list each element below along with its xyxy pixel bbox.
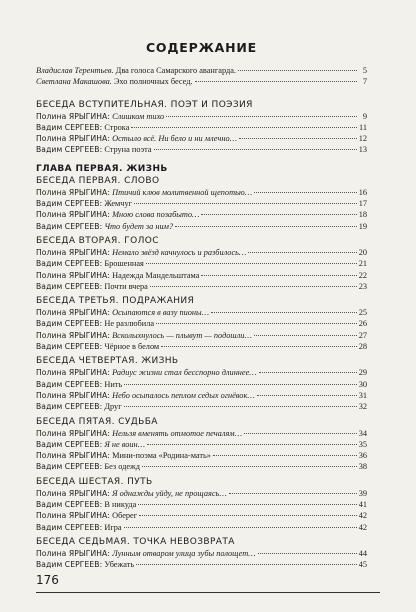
entry-title: Нельзя вменять отмотое печалям… [112,428,242,438]
dot-leader [139,515,357,516]
entry-page-number: 13 [358,145,367,155]
entry-title: Я однажды уйду, не прощаясь… [112,488,227,498]
dot-leader [259,372,357,373]
entry-title: Слишком тихо [112,111,165,121]
toc-entry [36,488,367,499]
toc-entry [36,307,367,318]
chapter-title: ГЛАВА ПЕРВАЯ. ЖИЗНЬ [36,163,168,174]
dot-leader [258,553,357,554]
toc-entry [36,499,367,510]
entry-author: Вадим СЕРГЕЕВ: [36,342,103,352]
entry-title: Убежать [104,560,135,570]
dot-leader [239,138,357,139]
entry-author: Вадим СЕРГЕЕВ: [36,379,103,389]
toc-entry [36,341,367,352]
entry-title: Всколыхнулось — плывут — подошли… [112,330,252,340]
entry-title: Что будет за ним? [104,221,174,231]
toc-entry [36,522,367,533]
dot-leader [213,455,357,456]
entry-author: Полина ЯРЫГИНА: [36,451,111,461]
sections-container [36,100,367,571]
entry-author: Полина ЯРЫГИНА: [36,134,111,144]
section-heading: БЕСЕДА ПЯТАЯ. СУДЬБА [36,416,158,427]
entry-author: Полина ЯРЫГИНА: [36,368,111,378]
conversation-section [36,477,367,533]
entry-page-number: 31 [358,390,367,400]
toc-entry [36,559,367,570]
entry-page-number: 25 [358,308,367,318]
toc-entry [36,461,367,472]
dot-leader [238,70,357,71]
entry-page-number: 29 [358,368,367,378]
entry-author: Вадим СЕРГЕЕВ: [36,522,103,532]
dot-leader [257,395,357,396]
entry-page-number: 34 [358,428,367,438]
dot-leader [195,81,357,82]
section-heading: БЕСЕДА ВТОРАЯ. ГОЛОС [36,235,159,246]
dot-leader [211,312,357,313]
entry-author: Вадим СЕРГЕЕВ: [36,122,103,132]
entry-title: Лунным отваром улица зубы полощет… [112,548,256,558]
entry-title: Игра [104,522,122,532]
section-heading: БЕСЕДА ПЕРВАЯ. СЛОВО [36,175,160,186]
entry-author: Вадим СЕРГЕЕВ: [36,145,103,155]
section-heading: БЕСЕДА ВСТУПИТЕЛЬНАЯ. ПОЭТ И ПОЭЗИЯ [36,99,253,110]
entry-title: Мною слова позабыто… [112,210,200,220]
page-number: 176 [36,573,59,587]
entry-author: Вадим СЕРГЕЕВ: [36,259,103,269]
entry-title: Немало звёзд качнулось и разбилось… [112,247,247,257]
entry-title: Радиус жизни стал бесспорно длиннее… [112,368,257,378]
toc-entry [36,401,367,412]
dot-leader [131,127,357,128]
section-heading: БЕСЕДА СЕДЬМАЯ. ТОЧКА НЕВОЗВРАТА [36,536,235,547]
entry-page-number: 42 [358,522,367,532]
dot-leader [201,275,356,276]
toc-entry [36,428,367,439]
entry-title: Без одежд [104,462,141,472]
toc-entry [36,247,367,258]
dot-leader [150,286,357,287]
dot-leader [244,433,357,434]
dot-leader [138,504,356,505]
entry-page-number: 18 [358,210,367,220]
entry-page-number: 28 [358,342,367,352]
entry-page-number: 44 [358,548,367,558]
entry-page-number: 36 [358,451,367,461]
entry-page-number: 11 [359,122,367,132]
toc-entry [36,281,367,292]
entry-page-number: 42 [358,511,367,521]
entry-page-number: 41 [358,500,367,510]
dot-leader [134,203,357,204]
toc-entry [36,367,367,378]
dot-leader [201,214,356,215]
entry-title: Жемчуг [104,199,133,209]
entry-author: Светлана Макашова. [36,77,112,87]
toc-entry [36,439,367,450]
entry-page-number: 39 [358,488,367,498]
dot-leader [229,493,357,494]
entry-page-number: 23 [358,281,367,291]
entry-title: Небо осыпалось пеплом седых огнёвок… [112,390,255,400]
toc-entry [36,144,367,155]
entry-title: Птичий клюв молитвенной щепотью… [112,187,253,197]
entry-author: Полина ЯРЫГИНА: [36,330,111,340]
entry-title: Два голоса Самарского авангарда. [115,66,236,75]
entry-author: Полина ЯРЫГИНА: [36,111,111,121]
dot-leader [142,466,357,467]
entry-page-number: 38 [358,462,367,472]
toc-entry [36,548,367,559]
entry-title: Надежда Мандельштама [112,270,200,280]
entry-author: Полина ЯРЫГИНА: [36,187,111,197]
entry-author: Вадим СЕРГЕЕВ: [36,281,103,291]
entry-author: Полина ЯРЫГИНА: [36,390,111,400]
toc-entry [36,221,367,232]
dot-leader [147,444,357,445]
footer-rule [36,592,380,593]
toc-entry [36,510,367,521]
dot-leader [161,346,357,347]
dot-leader [254,335,357,336]
entry-page-number: 19 [358,221,367,231]
toc-entry [36,258,367,269]
entry-page-number: 30 [358,379,367,389]
contents-title: СОДЕРЖАНИЕ [145,40,258,55]
toc-entry [36,209,367,220]
entry-author: Полина ЯРЫГИНА: [36,247,111,257]
entry-title: Осыпаются в вазу пионы… [112,308,210,318]
entry-author: Вадим СЕРГЕЕВ: [36,402,103,412]
entry-title: Эхо полночных бесед. [113,77,193,87]
entry-title: Оберег [112,511,138,521]
entry-title: Друг [104,402,122,412]
entry-page-number: 9 [362,111,367,121]
entry-title: Не разлюбила [104,319,155,329]
toc-entry [36,318,367,329]
dot-leader [156,323,357,324]
toc-entry [36,330,367,341]
entry-page-number: 16 [358,187,367,197]
toc-entry [36,122,367,133]
dot-leader [254,192,357,193]
conversation-section [36,236,367,292]
entry-page-number: 27 [358,330,367,340]
conversation-section [36,356,367,412]
dot-leader [124,384,357,385]
toc-entry [36,65,367,76]
entry-page-number: 7 [362,77,367,87]
entry-title: Струна поэта [104,145,152,155]
entry-author: Вадим СЕРГЕЕВ: [36,319,103,329]
entry-author: Вадим СЕРГЕЕВ: [36,500,103,510]
toc-entry [36,270,367,281]
dot-leader [124,527,357,528]
entry-page-number: 21 [358,259,367,269]
entry-title: Нить [104,379,123,389]
dot-leader [175,226,357,227]
section-heading: БЕСЕДА ШЕСТАЯ. ПУТЬ [36,476,153,487]
entry-title: В никуда [104,500,137,510]
entry-author: Вадим СЕРГЕЕВ: [36,439,103,449]
entry-page-number: 45 [358,560,367,570]
entry-title: Брошенная [104,259,144,269]
entry-author: Полина ЯРЫГИНА: [36,308,111,318]
entry-author: Полина ЯРЫГИНА: [36,270,111,280]
entry-title: Почти вчера [104,281,148,291]
entry-author: Вадим СЕРГЕЕВ: [36,462,103,472]
entry-author: Полина ЯРЫГИНА: [36,511,111,521]
entry-page-number: 17 [358,199,367,209]
dot-leader [166,116,357,117]
entry-title: Чёрное в белом [104,342,160,352]
conversation-section [36,296,367,352]
contents-page [36,40,367,575]
dot-leader [136,564,357,565]
entry-author: Вадим СЕРГЕЕВ: [36,560,103,570]
conversation-section [36,417,367,473]
dot-leader [124,406,357,407]
entry-title: Мини-поэма «Родина-мать» [112,451,211,461]
entry-page-number: 26 [358,319,367,329]
entry-author: Вадим СЕРГЕЕВ: [36,221,103,231]
toc-entry [36,133,367,144]
entry-author: Полина ЯРЫГИНА: [36,548,111,558]
dot-leader [146,263,357,264]
entry-page-number: 32 [358,402,367,412]
entry-title: Остыло всё. Ни бело и ни млечно… [112,134,237,144]
conversation-section [36,537,367,571]
dot-leader [248,252,356,253]
entry-title: Строка [104,122,130,132]
entry-author: Владислав Терентьев. [36,66,114,75]
conversation-section [36,164,367,232]
entry-author: Полина ЯРЫГИНА: [36,488,111,498]
entry-page-number: 35 [358,439,367,449]
conversation-section [36,100,367,156]
toc-entry [36,450,367,461]
entry-page-number: 22 [358,270,367,280]
toc-entry [36,379,367,390]
toc-entry [36,76,367,87]
section-heading: БЕСЕДА ТРЕТЬЯ. ПОДРАЖАНИЯ [36,296,195,307]
toc-entry [36,111,367,122]
entry-page-number: 12 [358,134,367,144]
entry-title: Я не воин… [104,439,146,449]
dot-leader [154,149,357,150]
toc-entry [36,390,367,401]
toc-entry [36,187,367,198]
entry-author: Полина ЯРЫГИНА: [36,428,111,438]
entry-page-number: 5 [362,66,367,75]
entry-author: Вадим СЕРГЕЕВ: [36,199,103,209]
entry-author: Полина ЯРЫГИНА: [36,210,111,220]
toc-entry [36,198,367,209]
section-heading: БЕСЕДА ЧЕТВЕРТАЯ. ЖИЗНЬ [36,356,179,367]
entry-page-number: 20 [358,247,367,257]
intro-entries [36,65,367,88]
